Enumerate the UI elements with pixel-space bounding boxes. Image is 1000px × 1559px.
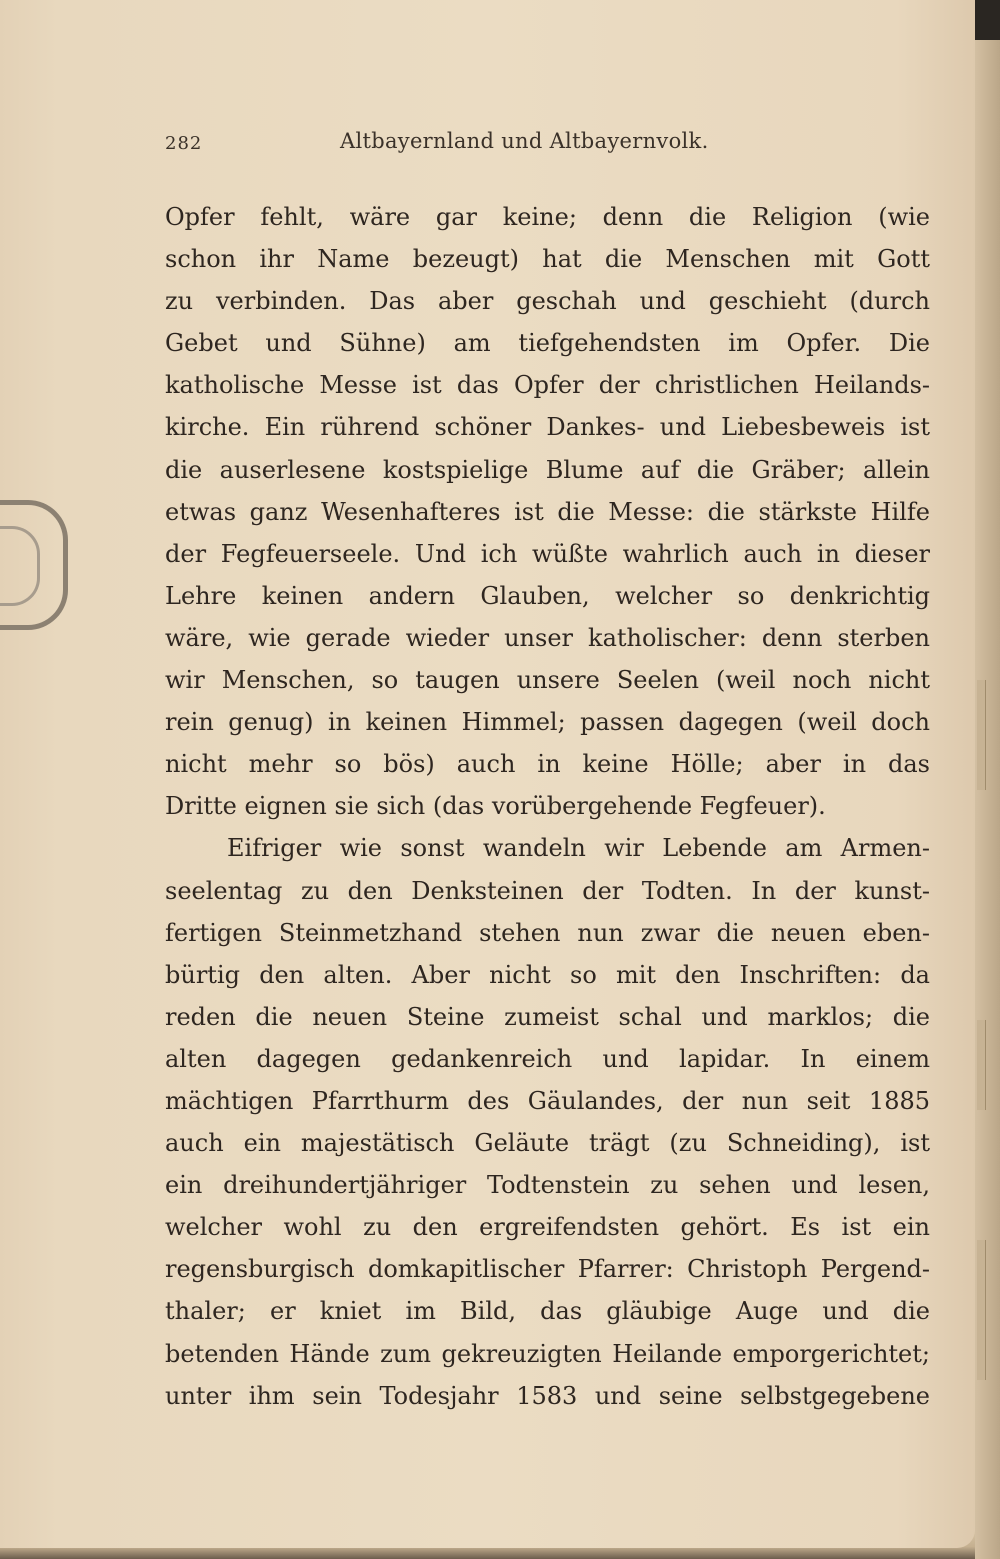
text-line: reden die neuen Steine zumeist schal und marklos; die bbox=[165, 1002, 930, 1031]
text-line: Gebet und Sühne) am tiefgehendsten im Opfer. Die bbox=[165, 329, 930, 358]
text-line: Opfer fehlt, wäre gar keine; denn die Religion (wie bbox=[165, 203, 930, 231]
text-line: wäre, wie gerade wieder unser katholischer: denn sterben bbox=[165, 623, 930, 652]
text-line: mächtigen Pfarrthurm des Gäulandes, der nun seit 1885 bbox=[165, 1086, 930, 1115]
text-line: Dritte eignen sie sich (das vorübergehende Fegfeuer). bbox=[165, 792, 826, 821]
text-line: zu verbinden. Das aber geschah und geschieht (durch bbox=[165, 287, 930, 316]
text-line: alten dagegen gedankenreich und lapidar. In einem bbox=[165, 1044, 930, 1073]
text-line: katholische Messe ist das Opfer der christlichen Heilands- bbox=[165, 371, 930, 400]
text-line: seelentag zu den Denksteinen der Todten. In der kunst- bbox=[165, 876, 930, 905]
body-text bbox=[165, 196, 930, 1417]
text-line: der Fegfeuerseele. Und ich wüßte wahrlich auch in dieser bbox=[165, 539, 930, 568]
text-line: auch ein majestätisch Geläute trägt (zu Schneiding), ist bbox=[165, 1129, 930, 1158]
running-title: Altbayernland und Altbayernvolk. bbox=[340, 129, 709, 153]
page-header bbox=[165, 127, 935, 159]
text-line: ein dreihundertjähriger Todtenstein zu sehen und lesen, bbox=[165, 1171, 930, 1200]
text-line: regensburgisch domkapitlischer Pfarrer: Christoph Pergend- bbox=[165, 1255, 930, 1284]
page-tab bbox=[977, 680, 986, 790]
page-tab bbox=[977, 1240, 986, 1380]
text-line: Eifriger wie sonst wandeln wir Lebende am Armen- bbox=[227, 834, 930, 863]
text-line: thaler; er kniet im Bild, das gläubige Auge und die bbox=[165, 1297, 930, 1326]
text-line: die auserlesene kostspielige Blume auf die Gräber; allein bbox=[165, 455, 930, 484]
text-line: unter ihm sein Todesjahr 1583 und seine selbstgegebene bbox=[165, 1381, 930, 1410]
text-line: etwas ganz Wesenhafteres ist die Messe: die stärkste Hilfe bbox=[165, 497, 930, 526]
text-line: rein genug) in keinen Himmel; passen dagegen (weil doch bbox=[165, 708, 930, 737]
page-number: 282 bbox=[165, 133, 203, 154]
paper-clip-inner bbox=[0, 526, 40, 606]
text-line: wir Menschen, so taugen unsere Seelen (weil noch nicht bbox=[165, 666, 930, 695]
text-line: welcher wohl zu den ergreifendsten gehört. Es ist ein bbox=[165, 1213, 930, 1242]
text-line: schon ihr Name bezeugt) hat die Menschen mit Gott bbox=[165, 245, 930, 274]
text-line: Lehre keinen andern Glauben, welcher so denkrichtig bbox=[165, 581, 930, 610]
text-line: kirche. Ein rührend schöner Dankes- und Liebesbeweis ist bbox=[165, 413, 930, 442]
text-line: fertigen Steinmetzhand stehen nun zwar die neuen eben- bbox=[165, 918, 930, 947]
text-line: betenden Hände zum gekreuzigten Heilande emporgerichtet; bbox=[165, 1339, 930, 1368]
page-tab bbox=[977, 1020, 986, 1110]
text-line: nicht mehr so bös) auch in keine Hölle; aber in das bbox=[165, 750, 930, 779]
text-line: bürtig den alten. Aber nicht so mit den Inschriften: da bbox=[165, 960, 930, 989]
